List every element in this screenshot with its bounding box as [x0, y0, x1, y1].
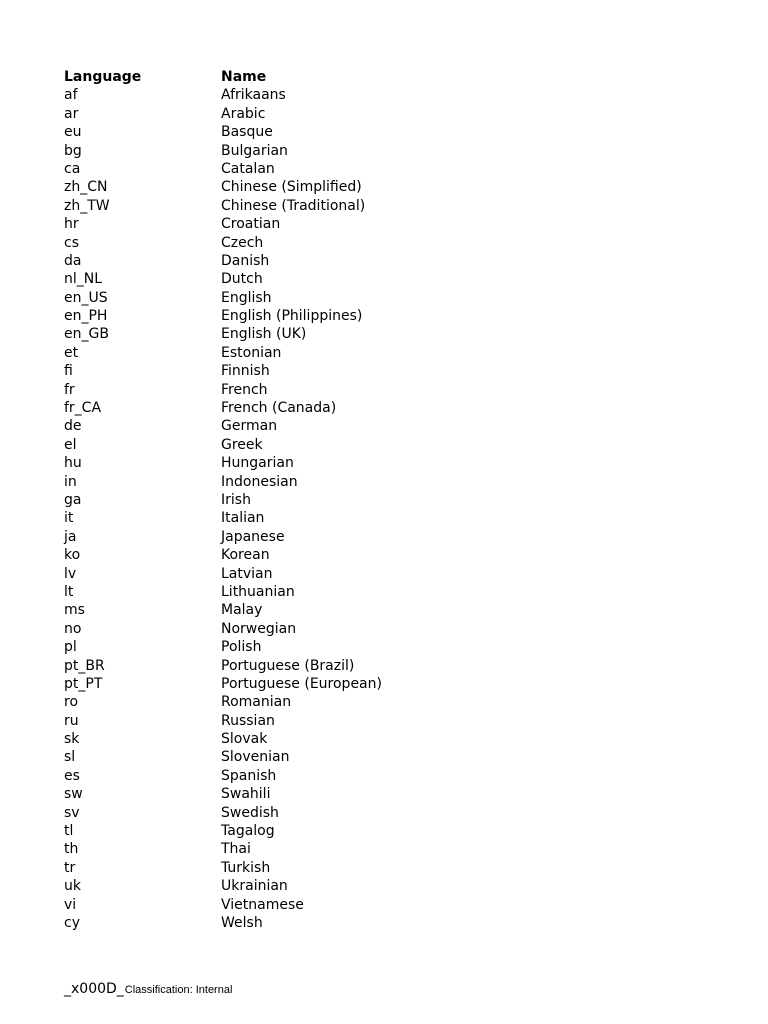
language-name: Spanish [221, 767, 277, 784]
language-name: Chinese (Simplified) [221, 179, 362, 196]
table-row [64, 767, 464, 785]
language-code: in [64, 473, 77, 490]
table-row [64, 160, 464, 178]
footer [64, 978, 232, 997]
language-name: Finnish [221, 363, 270, 380]
language-code: lt [64, 583, 74, 600]
language-code: de [64, 418, 82, 435]
footer-prefix: _x000D_ [64, 981, 124, 997]
language-code: ga [64, 491, 82, 508]
language-name: Tagalog [221, 823, 275, 840]
language-name: Chinese (Traditional) [221, 197, 366, 214]
language-code: fi [64, 363, 73, 380]
language-code: ca [64, 160, 81, 177]
table-row [64, 546, 464, 564]
language-name: Arabic [221, 105, 266, 122]
language-name: Lithuanian [221, 583, 295, 600]
language-name: Swedish [221, 804, 279, 821]
table-row [64, 804, 464, 822]
language-code: nl_NL [64, 271, 103, 288]
language-code: sl [64, 749, 76, 766]
table-row [64, 675, 464, 693]
language-name: Greek [221, 436, 263, 453]
table-row [64, 417, 464, 435]
language-code: vi [64, 896, 77, 913]
table-row [64, 657, 464, 675]
table-row [64, 914, 464, 932]
table-row [64, 307, 464, 325]
language-name: Italian [221, 510, 265, 527]
language-code: ro [64, 694, 79, 711]
table-row [64, 565, 464, 583]
language-code: et [64, 344, 79, 361]
language-name: Czech [221, 234, 264, 251]
table-row [64, 509, 464, 527]
table-row [64, 270, 464, 288]
language-name: English (Philippines) [221, 308, 363, 325]
language-name: Vietnamese [221, 896, 304, 913]
language-name: Hungarian [221, 455, 294, 472]
language-table [64, 68, 464, 932]
table-row [64, 454, 464, 472]
language-name: French [221, 381, 268, 398]
language-code: zh_TW [64, 197, 110, 214]
table-row [64, 693, 464, 711]
table-row [64, 491, 464, 509]
language-name: Basque [221, 124, 273, 141]
language-code: cs [64, 234, 79, 251]
language-code: en_GB [64, 326, 109, 343]
language-code: uk [64, 878, 81, 895]
language-name: Indonesian [221, 473, 298, 490]
table-row [64, 822, 464, 840]
language-code: es [64, 767, 80, 784]
table-body [64, 86, 464, 932]
table-row [64, 344, 464, 362]
table-row [64, 859, 464, 877]
header-name: Name [221, 69, 267, 85]
language-name: Latvian [221, 565, 273, 582]
table-row [64, 601, 464, 619]
table-row [64, 197, 464, 215]
language-name: Estonian [221, 344, 282, 361]
table-row [64, 877, 464, 895]
table-row [64, 142, 464, 160]
language-code: it [64, 510, 74, 527]
table-row [64, 436, 464, 454]
language-name: Malay [221, 602, 263, 619]
language-code: tr [64, 859, 76, 876]
table-row [64, 638, 464, 656]
language-code: pt_PT [64, 675, 103, 692]
language-code: hu [64, 455, 82, 472]
language-name: Slovak [221, 731, 268, 748]
language-name: Croatian [221, 216, 281, 233]
language-code: da [64, 252, 82, 269]
language-name: Turkish [221, 859, 271, 876]
language-code: ms [64, 602, 85, 619]
language-code: en_PH [64, 308, 108, 325]
classification-label: Classification: Internal [124, 984, 233, 996]
table-row [64, 748, 464, 766]
language-name: Catalan [221, 160, 275, 177]
header-language: Language [64, 69, 142, 85]
language-name: Ukrainian [221, 878, 288, 895]
language-code: pt_BR [64, 657, 105, 674]
language-code: fr [64, 381, 75, 398]
language-code: zh_CN [64, 179, 108, 196]
language-name: Dutch [221, 271, 263, 288]
table-row [64, 473, 464, 491]
language-code: lv [64, 565, 77, 582]
language-code: pl [64, 639, 77, 656]
language-code: th [64, 841, 79, 858]
language-name: Irish [221, 491, 251, 508]
language-code: sk [64, 731, 80, 748]
language-code: ja [64, 528, 77, 545]
language-name: Swahili [221, 786, 271, 803]
table-row [64, 325, 464, 343]
table-row [64, 583, 464, 601]
language-name: Japanese [221, 528, 285, 545]
table-row [64, 178, 464, 196]
language-name: English [221, 289, 272, 306]
language-name: Afrikaans [221, 87, 286, 104]
table-row [64, 712, 464, 730]
language-name: Polish [221, 639, 262, 656]
table-row [64, 123, 464, 141]
language-name: Russian [221, 712, 275, 729]
language-name: English (UK) [221, 326, 307, 343]
language-name: Danish [221, 252, 270, 269]
language-code: ar [64, 105, 79, 122]
language-code: fr_CA [64, 400, 102, 417]
table-row [64, 785, 464, 803]
table-row [64, 234, 464, 252]
table-row [64, 252, 464, 270]
table-row [64, 289, 464, 307]
language-name: Bulgarian [221, 142, 288, 159]
language-name: Norwegian [221, 620, 297, 637]
language-name: Thai [221, 841, 251, 858]
language-code: eu [64, 124, 82, 141]
table-row [64, 896, 464, 914]
language-code: sv [64, 804, 80, 821]
table-row [64, 215, 464, 233]
language-code: af [64, 87, 78, 104]
language-code: tl [64, 823, 74, 840]
language-code: en_US [64, 289, 108, 306]
language-code: bg [64, 142, 82, 159]
language-code: cy [64, 914, 80, 931]
language-code: ru [64, 712, 79, 729]
language-code: el [64, 436, 77, 453]
language-name: Welsh [221, 914, 263, 931]
language-name: Portuguese (Brazil) [221, 657, 355, 674]
language-name: German [221, 418, 278, 435]
table-row [64, 399, 464, 417]
table-row [64, 528, 464, 546]
language-name: Portuguese (European) [221, 675, 382, 692]
table-row [64, 840, 464, 858]
table-row [64, 730, 464, 748]
language-code: ko [64, 547, 81, 564]
table-header-row [64, 68, 464, 86]
language-name: French (Canada) [221, 400, 337, 417]
language-name: Romanian [221, 694, 292, 711]
table-row [64, 362, 464, 380]
table-row [64, 620, 464, 638]
language-code: sw [64, 786, 83, 803]
language-code: hr [64, 216, 79, 233]
table-row [64, 86, 464, 104]
language-name: Korean [221, 547, 270, 564]
language-code: no [64, 620, 82, 637]
language-name: Slovenian [221, 749, 290, 766]
table-row [64, 105, 464, 123]
table-row [64, 381, 464, 399]
